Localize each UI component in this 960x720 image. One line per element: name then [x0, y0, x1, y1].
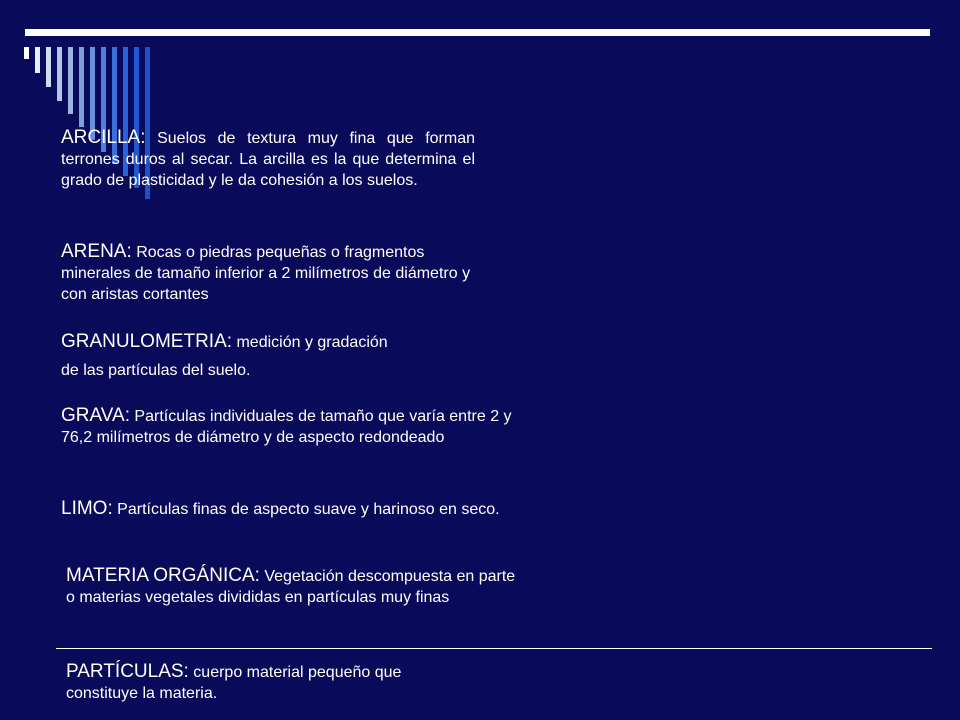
entry-arena — [61, 241, 491, 305]
term-materia-organica: MATERIA ORGÁNICA: — [66, 565, 260, 586]
term-limo: LIMO: — [61, 498, 113, 519]
stripe — [46, 47, 51, 87]
definition-materia-organica: Vegetación descompuesta en parte o materias vegetales divididas en partículas muy finas — [66, 568, 516, 606]
entry-granulometria-cont: de las partículas del suelo. — [61, 362, 251, 379]
definition-particulas: cuerpo material pequeño que constituye la materia. — [66, 664, 402, 702]
definition-granulometria: medición y gradación — [232, 334, 388, 351]
term-grava: GRAVA: — [61, 405, 130, 426]
stripe — [35, 47, 40, 73]
stripe — [79, 47, 84, 127]
entry-granulometria — [61, 331, 501, 353]
term-arcilla: ARCILLA: — [61, 127, 146, 148]
definition-grava: Partículas individuales de tamaño que varía entre 2 y 76,2 milímetros de diámetro y de aspecto redondeado — [61, 408, 512, 446]
definition-arcilla: Suelos de textura muy fina que forman terrones duros al secar. La arcilla es la que determina el grado de plasticidad y le da cohesión a los suelos. — [61, 130, 475, 189]
entry-limo — [61, 498, 531, 520]
divider-line — [56, 648, 932, 649]
entry-materia-organica — [66, 565, 516, 608]
stripe — [68, 47, 73, 114]
term-granulometria: GRANULOMETRIA: — [61, 331, 233, 352]
term-arena: ARENA: — [61, 241, 132, 262]
entry-grava — [61, 405, 521, 448]
definition-limo: Partículas finas de aspecto suave y harinoso en seco. — [112, 501, 500, 518]
entry-arcilla — [61, 127, 475, 191]
stripe — [57, 47, 62, 101]
top-bar — [25, 29, 930, 36]
entry-particulas — [66, 661, 426, 704]
definition-arena: Rocas o piedras pequeñas o fragmentos minerales de tamaño inferior a 2 milímetros de diámetro y con aristas cortantes — [61, 244, 471, 303]
stripe — [24, 47, 29, 59]
term-particulas: PARTÍCULAS: — [66, 661, 189, 682]
